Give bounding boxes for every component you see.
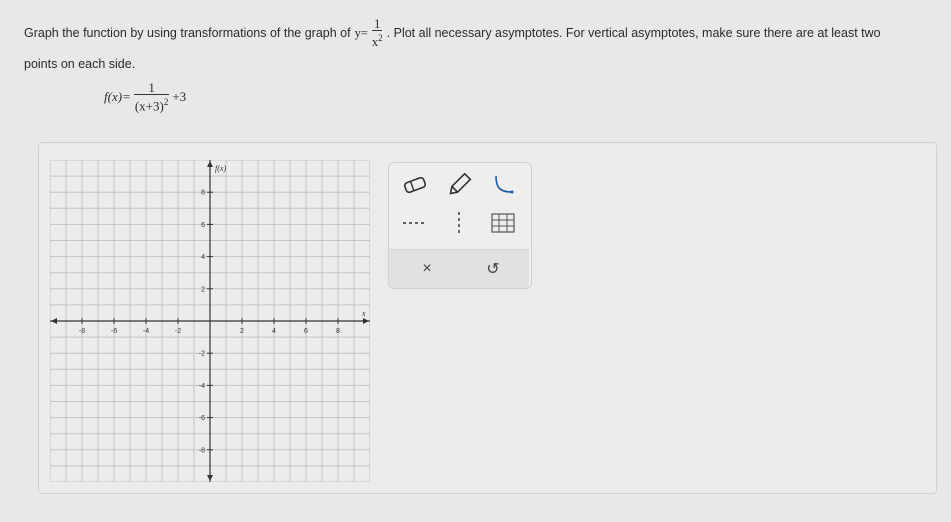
- base-denominator: [370, 31, 385, 48]
- table-tool-button[interactable]: [485, 209, 521, 237]
- curve-icon: [490, 174, 516, 196]
- function-definition: [104, 82, 186, 112]
- instructions: [24, 17, 939, 71]
- base-function-fraction: [370, 18, 385, 48]
- eraser-tool-button[interactable]: [397, 171, 433, 199]
- toolbar-action-bar: [389, 249, 529, 288]
- y-tick-label: 6: [201, 221, 205, 229]
- vertical-asymptote-tool-button[interactable]: [441, 209, 477, 237]
- instructions-text-2: . Plot all necessary asymptotes. For vertical asymptotes, make sure there are at least two: [386, 26, 881, 41]
- y-tick-label: -2: [198, 350, 205, 358]
- base-den-exp: 2: [378, 33, 383, 43]
- function-denominator: [133, 95, 171, 112]
- function-numerator: 1: [134, 82, 169, 95]
- function-den-exp: 2: [163, 97, 169, 107]
- close-icon: ×: [422, 260, 432, 277]
- table-icon: [490, 211, 516, 235]
- drawing-toolbar: [388, 162, 532, 289]
- curve-tool-button[interactable]: [485, 171, 521, 199]
- base-den-x: x: [371, 35, 379, 50]
- function-den-base: (x+3): [134, 98, 164, 114]
- x-axis-label: x: [362, 309, 366, 318]
- function-fraction: [133, 82, 171, 112]
- base-numerator: 1: [374, 17, 381, 31]
- x-tick-label: 8: [336, 328, 340, 335]
- x-tick-label: 4: [272, 328, 276, 335]
- pencil-icon: [446, 173, 472, 197]
- x-tick-label: -8: [78, 328, 86, 335]
- y-tick-label: 2: [201, 286, 205, 294]
- horizontal-asymptote-tool-button[interactable]: [397, 209, 433, 237]
- x-tick-label: 6: [304, 328, 308, 335]
- instructions-text-3: points on each side.: [24, 57, 136, 71]
- coordinate-grid[interactable]: [50, 160, 370, 482]
- y-tick-label: -6: [198, 415, 205, 423]
- y-tick-label: 4: [201, 254, 205, 262]
- y-tick-label: 8: [201, 189, 205, 197]
- x-tick-label: -4: [142, 328, 150, 335]
- y-tick-label: -4: [198, 382, 205, 390]
- clear-button[interactable]: [409, 255, 445, 283]
- pencil-tool-button[interactable]: [441, 171, 477, 199]
- x-tick-label: 2: [240, 328, 244, 335]
- function-tail: +3: [172, 89, 187, 105]
- undo-icon: ↺: [486, 261, 500, 278]
- instructions-text-1: Graph the function by using transformations of the graph of: [24, 26, 351, 41]
- vertical-dashed-line-icon: [452, 211, 466, 235]
- dashed-line-icon: [402, 216, 428, 230]
- graph-area[interactable]: [50, 160, 370, 482]
- x-tick-label: -2: [174, 328, 182, 335]
- y-axis-label: f(x): [215, 164, 227, 173]
- eraser-icon: [402, 175, 428, 195]
- y-tick-label: -8: [198, 447, 205, 455]
- x-tick-label: -6: [110, 328, 118, 335]
- instructions-line-1: [24, 18, 939, 48]
- base-function-lhs: y=: [354, 26, 368, 41]
- function-lhs: f(x)=: [104, 89, 131, 105]
- undo-button[interactable]: [475, 255, 511, 283]
